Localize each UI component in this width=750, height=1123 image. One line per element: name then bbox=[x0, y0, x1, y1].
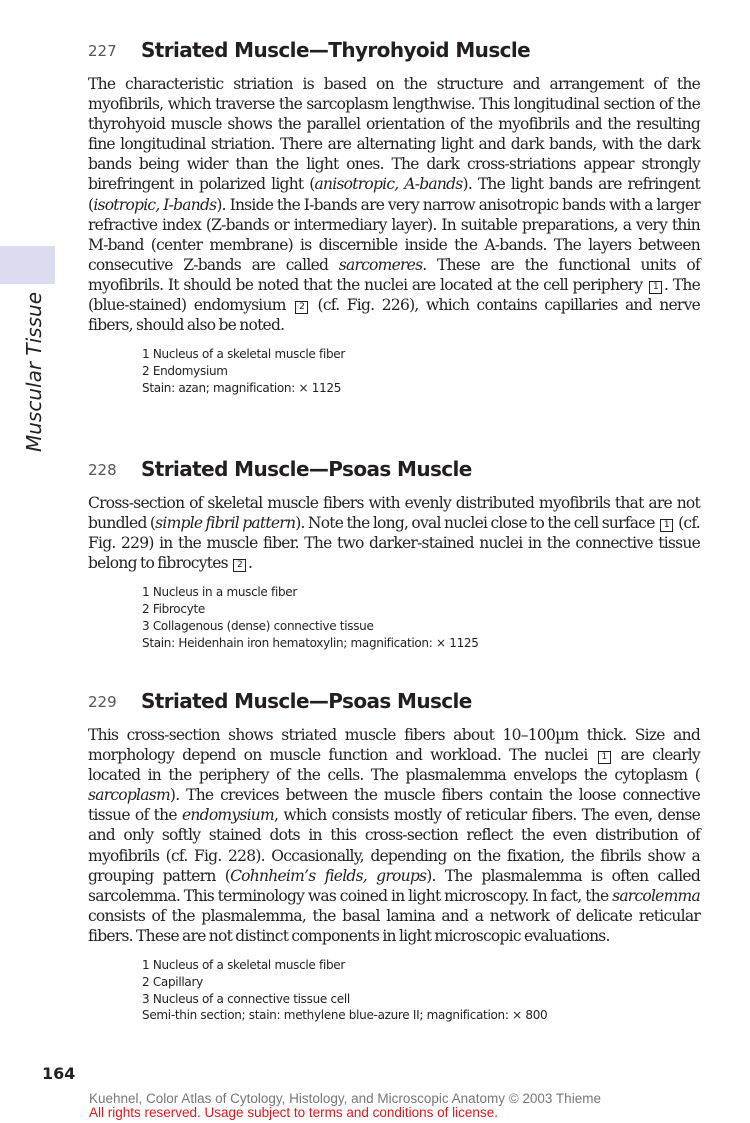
body-text-run: are clearly located in the periphery of the cells. The plasmalemma envelops the cytoplasm ( bbox=[88, 746, 700, 785]
body-text-run: This cross-section shows striated muscle fibers about 10–100µm thick. Size and morphology depend on muscle function and workload. The nuclei bbox=[88, 726, 700, 765]
footer-citation: Kuehnel, Color Atlas of Cytology, Histology, and Microscopic Anatomy © 2003 Thieme bbox=[89, 1091, 601, 1106]
legend-item: 2 Fibrocyte bbox=[142, 602, 205, 617]
section-heading bbox=[88, 457, 700, 485]
section-title: Striated Muscle—Thyrohyoid Muscle bbox=[141, 38, 531, 62]
section-227 bbox=[88, 38, 700, 397]
body-text-run: Cross-section of skeletal muscle fibers with evenly distributed myofibrils that are not bundled ( bbox=[88, 494, 700, 533]
legend-item: 3 Collagenous (dense) connective tissue bbox=[142, 618, 374, 633]
body-italic-term: Cohnheim’s fields, groups bbox=[230, 866, 427, 885]
body-text-run: (cf. Fig. 226), which contains capillaries and nerve fibers, should also be noted. bbox=[88, 296, 700, 335]
body-text-run: ). The plasmalemma is often called sarcolemma. This terminology was coined in light microscopy. In fact, the bbox=[88, 866, 700, 905]
footer-license: All rights reserved. Usage subject to terms and conditions of license. bbox=[89, 1105, 498, 1120]
figure-number: 228 bbox=[88, 461, 117, 479]
figure-reference-marker: 1 bbox=[660, 519, 673, 532]
body-text-run: ). The crevices between the muscle fibers contain the loose connective tissue of the bbox=[88, 786, 700, 825]
figure-reference-marker: 2 bbox=[295, 301, 308, 314]
body-italic-term: isotropic, I-bands bbox=[93, 195, 217, 214]
body-text-run: ). The light bands are refringent ( bbox=[88, 175, 700, 214]
body-text-run: consists of the plasmalemma, the basal lamina and a network of delicate reticular fibers. These are not distinct components in light microscopic evaluations. bbox=[88, 906, 700, 945]
legend-stain-line: Stain: Heidenhain iron hematoxylin; magnification: × 1125 bbox=[142, 635, 479, 650]
body-italic-term: anisotropic, A-bands bbox=[314, 175, 463, 194]
body-text-run: . bbox=[248, 554, 253, 573]
copyright-footer bbox=[89, 1092, 601, 1120]
legend-stain-line: Semi-thin section; stain: methylene blue-azure II; magnification: × 800 bbox=[142, 1008, 548, 1023]
legend-item: 3 Nucleus of a connective tissue cell bbox=[142, 991, 350, 1006]
section-body bbox=[88, 74, 700, 335]
section-heading bbox=[88, 38, 700, 66]
section-title: Striated Muscle—Psoas Muscle bbox=[141, 457, 472, 481]
section-body bbox=[88, 725, 700, 946]
figure-reference-marker: 2 bbox=[233, 559, 246, 572]
legend-item: 1 Nucleus of a skeletal muscle fiber bbox=[142, 347, 346, 362]
legend-item: 2 Capillary bbox=[142, 974, 203, 989]
side-section-label: Muscular Tissue bbox=[22, 291, 46, 453]
body-text-run: The characteristic striation is based on the structure and arrangement of the myofibrils, which traverse the sarcoplasm lengthwise. This longitudinal section of the thyrohyoid muscle shows the parallel orientation of the myofibrils and the resulting fine longitudinal striation. There are alternating light and dark bands, with the dark bands being wider than the light ones. The dark cross-striations appear strongly birefringent in polarized light ( bbox=[88, 75, 700, 194]
body-text-run: ). Note the long, oval nuclei close to the cell surface bbox=[295, 514, 658, 533]
figure-legend bbox=[142, 957, 700, 1024]
legend-stain-line: Stain: azan; magnification: × 1125 bbox=[142, 380, 342, 395]
body-text-run: . The (blue-stained) endomysium bbox=[88, 275, 700, 315]
legend-item: 1 Nucleus in a muscle fiber bbox=[142, 585, 298, 600]
body-text-run: (cf. Fig. 229) in the muscle fiber. The two darker-stained nuclei in the connective tissue belong to fibrocytes bbox=[88, 514, 700, 573]
body-italic-term: sarcolemma bbox=[612, 886, 700, 905]
figure-reference-marker: 1 bbox=[649, 281, 662, 294]
figure-legend bbox=[142, 584, 700, 651]
page-number: 164 bbox=[42, 1064, 76, 1083]
body-italic-term: sarcoplasm bbox=[88, 786, 170, 805]
body-text-run: , which consists mostly of reticular fibers. The even, dense and only softly stained dots in this cross-section reflect the even distribution of myofibrils (cf. Fig. 228). Occasionally, depending on the fixation, the fibrils show a grouping pattern ( bbox=[88, 806, 701, 885]
section-228 bbox=[88, 457, 700, 652]
section-body bbox=[88, 493, 700, 573]
side-thumb-tab bbox=[0, 246, 55, 284]
section-229 bbox=[88, 689, 700, 1024]
figure-reference-marker: 1 bbox=[598, 751, 611, 764]
body-italic-term: endomysium bbox=[182, 806, 274, 825]
figure-number: 229 bbox=[88, 693, 117, 711]
figure-number: 227 bbox=[88, 42, 117, 60]
legend-item: 1 Nucleus of a skeletal muscle fiber bbox=[142, 958, 346, 973]
body-italic-term: sarcomeres bbox=[338, 255, 423, 274]
legend-item: 2 Endomysium bbox=[142, 364, 228, 379]
figure-legend bbox=[142, 346, 700, 396]
body-text-run: ). Inside the I-bands are very narrow anisotropic bands with a larger refractive index (Z-bands or intermediary layer). In suitable preparations, a very thin M-band (center membrane) is discernible inside the A-bands. The layers between consecutive Z-bands are called bbox=[88, 195, 701, 274]
body-italic-term: simple fibril pattern bbox=[155, 514, 296, 533]
section-heading bbox=[88, 689, 700, 717]
body-text-run: . These are the functional units of myofibrils. It should be noted that the nuclei are located at the cell periphery bbox=[88, 255, 700, 294]
section-title: Striated Muscle—Psoas Muscle bbox=[141, 689, 472, 713]
